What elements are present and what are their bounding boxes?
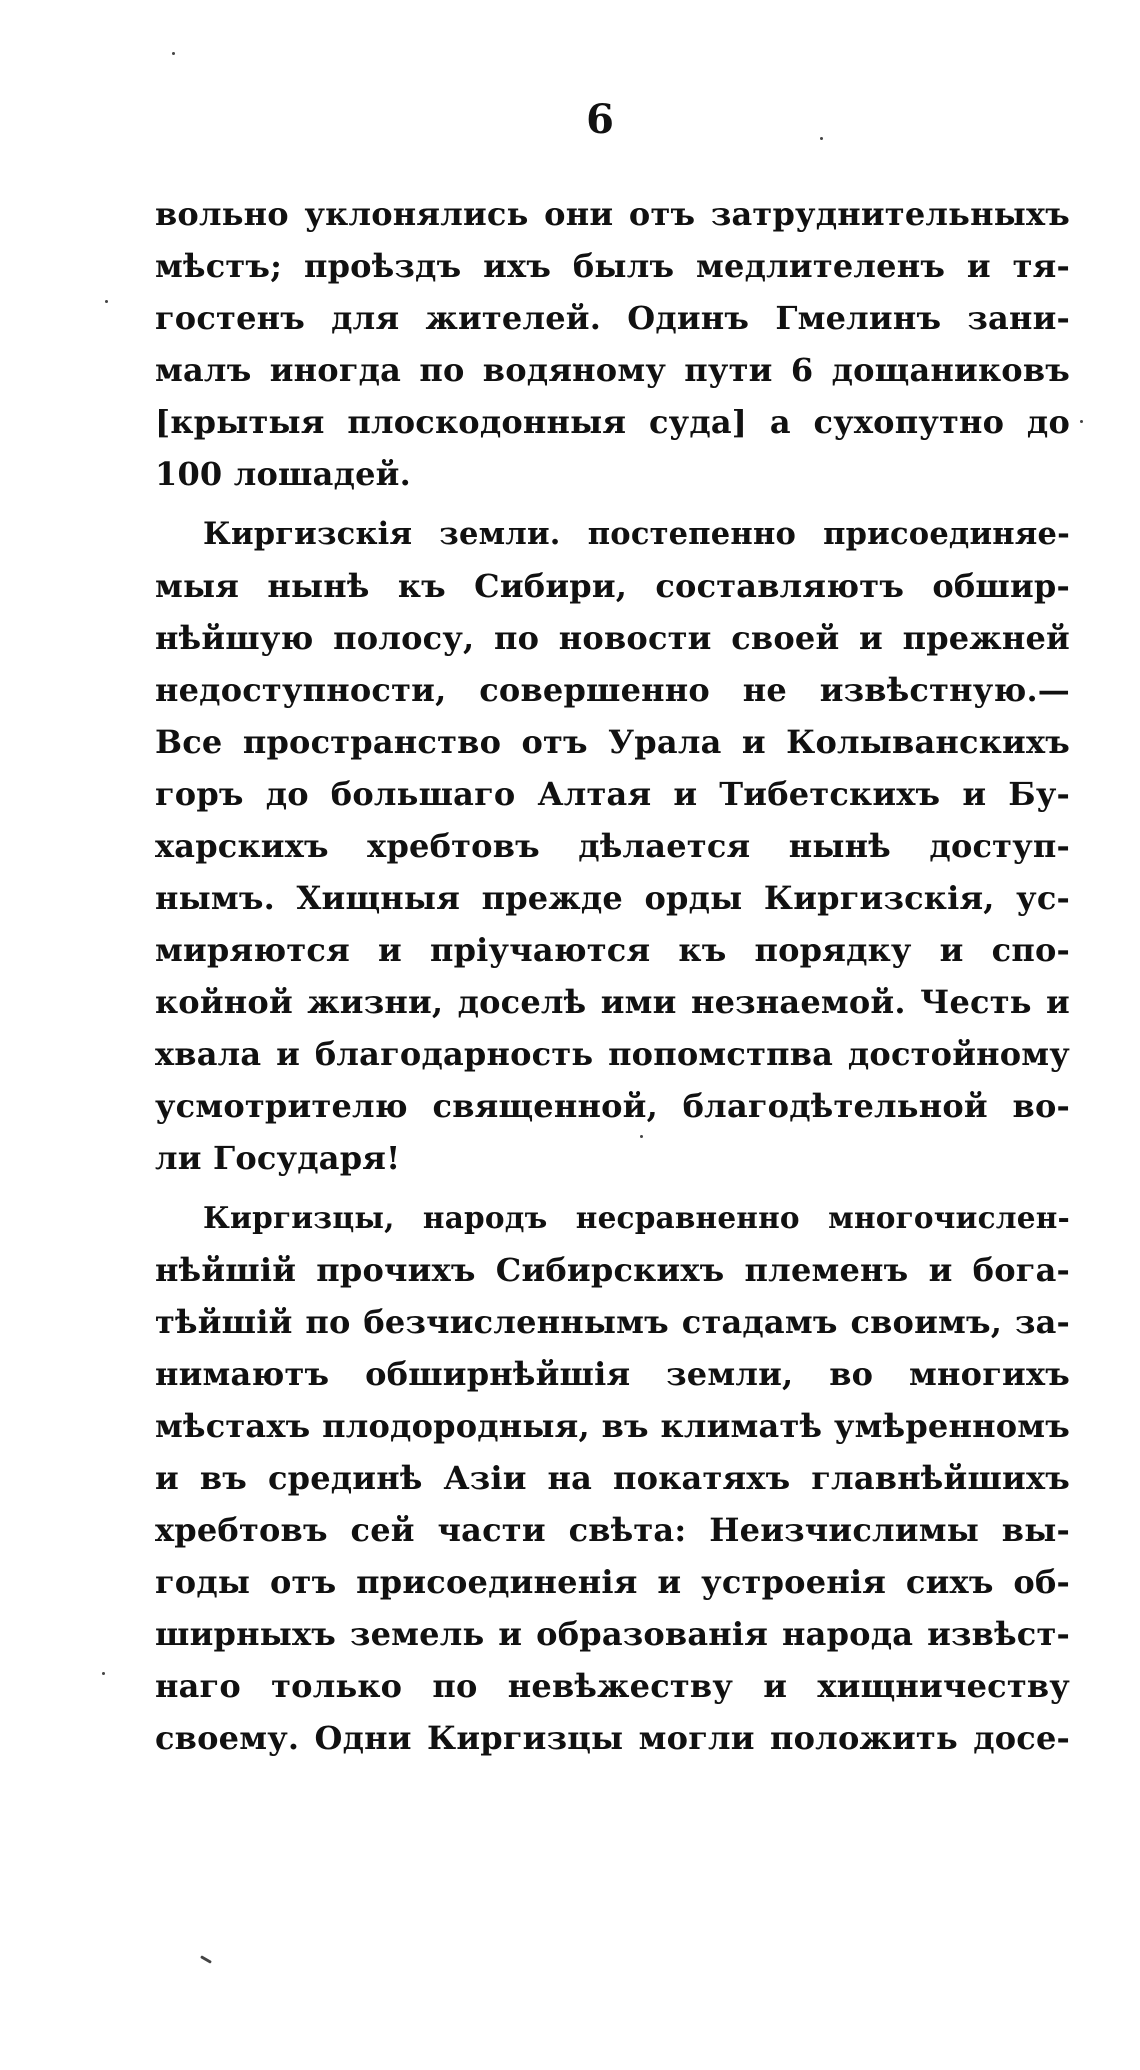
text-line: мѣстъ; проѣздъ ихъ былъ медлителенъ и тя- — [155, 247, 1070, 285]
text-line: ли Государя! — [155, 1139, 401, 1177]
text-line: и въ срединѣ Азіи на покатяхъ главнѣйшихъ — [155, 1459, 1070, 1497]
text-line: хребтовъ сей части свѣта: Неизчислимы вы- — [155, 1511, 1070, 1549]
text-line: нымъ. Хищныя прежде орды Киргизскія, ус- — [155, 879, 1070, 917]
text-line: ширныхъ земель и образованія народа извѣст- — [155, 1615, 1070, 1653]
text-line: мыя нынѣ къ Сибири, составляютъ обшир- — [155, 567, 1070, 605]
text-line: харскихъ хребтовъ дѣлается нынѣ доступ- — [155, 827, 1070, 865]
text-line: 100 лошадей. — [155, 455, 411, 493]
page-number: 6 — [586, 96, 614, 143]
text-line: миряются и пріучаются къ порядку и спо- — [155, 931, 1070, 969]
text-line: горъ до большаго Алтая и Тибетскихъ и Бу- — [155, 775, 1070, 813]
scan-speck — [102, 1672, 105, 1675]
text-line: наго только по невѣжеству и хищничеству — [155, 1667, 1070, 1705]
scan-speck — [105, 300, 108, 303]
scan-speck — [1080, 420, 1083, 423]
text-line: усмотрителю священной, благодѣтельной во- — [155, 1087, 1070, 1125]
paragraph-3 — [155, 1192, 1070, 1764]
scan-speck — [200, 1955, 212, 1964]
paragraph-2 — [155, 508, 1070, 1184]
text-line: койной жизни, доселѣ ими незнаемой. Честь и — [155, 983, 1070, 1021]
text-line: гостенъ для жителей. Одинъ Гмелинъ зани- — [155, 299, 1070, 337]
scan-speck — [820, 137, 823, 140]
text-line: Все пространство отъ Урала и Колыванскихъ — [155, 723, 1070, 761]
text-line: [крытыя плоскодонныя суда] а сухопутно до — [155, 403, 1070, 441]
text-line: Киргизцы, народъ несравненно многочислен- — [203, 1200, 1070, 1235]
text-line: хвала и благодарность попомстпва достойному — [155, 1035, 1070, 1073]
text-line: вольно уклонялись они отъ затруднительныхъ — [155, 195, 1070, 233]
body-text — [155, 188, 1070, 1764]
text-line: нѣйшій прочихъ Сибирскихъ племенъ и бога- — [155, 1251, 1070, 1289]
text-line: недоступности, совершенно не извѣстную.— — [155, 671, 1070, 709]
scan-speck — [640, 1135, 643, 1138]
text-line: своему. Одни Киргизцы могли положить досе- — [155, 1719, 1070, 1757]
text-line: Киргизскія земли. постепенно присоединяе- — [203, 516, 1070, 552]
text-line: тѣйшій по безчисленнымъ стадамъ своимъ, за- — [155, 1303, 1070, 1341]
text-line: годы отъ присоединенія и устроенія сихъ об- — [155, 1563, 1070, 1601]
text-line: мѣстахъ плодородныя, въ климатѣ умѣренномъ — [155, 1407, 1070, 1445]
paragraph-1 — [155, 188, 1070, 500]
text-line: нимаютъ обширнѣйшія земли, во многихъ — [155, 1355, 1070, 1393]
text-line: нѣйшую полосу, по новости своей и прежней — [155, 619, 1070, 657]
text-line: малъ иногда по водяному пути 6 дощаниковъ — [155, 351, 1070, 389]
scan-speck — [172, 52, 175, 55]
